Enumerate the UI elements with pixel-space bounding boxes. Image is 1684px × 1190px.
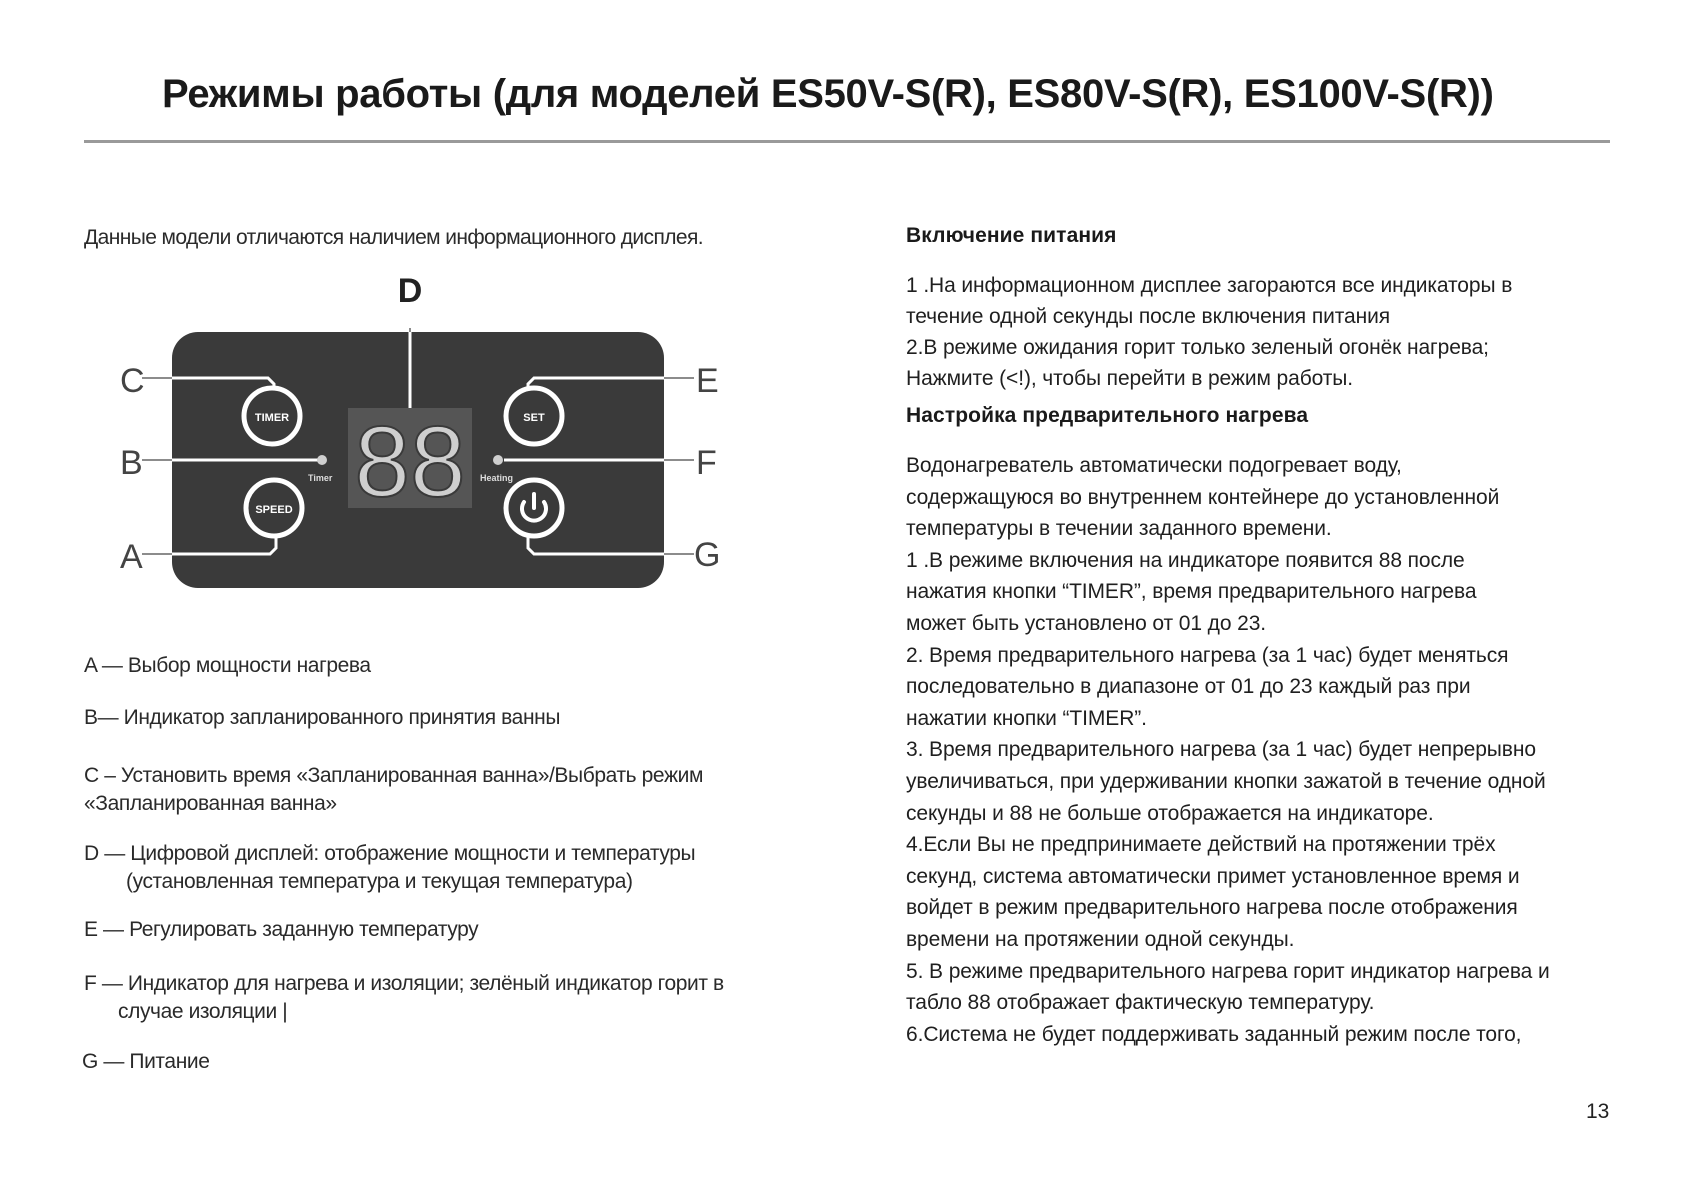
timer-button-label: TIMER (254, 412, 290, 424)
legend-item-d: D — Цифровой дисплей: отображение мощности и температуры (84, 842, 696, 865)
speed-button-label: SPEED (255, 504, 293, 516)
preheat-line: секунд, система автоматически примет установленное время и (906, 864, 1520, 888)
set-button-label: SET (523, 412, 545, 424)
preheat-line: последовательно в диапазоне от 01 до 23 каждый раз при (906, 675, 1471, 699)
preheat-line: температуры в течении заданного времени. (906, 517, 1332, 541)
callout-letter-b: B (120, 444, 143, 482)
callout-letter-a: A (120, 538, 143, 576)
speed-button (246, 480, 302, 536)
power-heading: Включение питания (906, 224, 1117, 247)
preheat-line: секунды и 88 не больше отображается на индикаторе. (906, 801, 1434, 825)
preheat-line: 6.Система не будет поддерживать заданный режим после того, (906, 1022, 1522, 1046)
timer-indicator-label: Timer (308, 473, 333, 483)
set-button (506, 388, 562, 444)
legend-item-c: C – Установить время «Запланированная ванна»/Выбрать режим (84, 764, 703, 787)
callout-letter-e: E (696, 362, 719, 400)
preheat-line: 1 .В режиме включения на индикаторе появится 88 после (906, 548, 1465, 572)
power-line: течение одной секунды после включения питания (906, 305, 1390, 328)
preheat-line: Водонагреватель автоматически подогревает воду, (906, 454, 1402, 477)
heating-indicator-led (493, 455, 503, 465)
callout-letter-f: F (696, 444, 717, 482)
power-line: Нажмите (<!), чтобы перейти в режим работы. (906, 367, 1354, 390)
heating-indicator-label: Heating (480, 473, 514, 483)
intro-text: Данные модели отличаются наличием информационного дисплея. (84, 226, 703, 249)
callout-letter-c: C (120, 362, 145, 400)
preheat-line: 2. Время предварительного нагрева (за 1 час) будет меняться (906, 643, 1509, 667)
display-digits: 88 (354, 406, 466, 518)
legend-item-f-cont: случае изоляции | (118, 1000, 288, 1023)
preheat-line: 3. Время предварительного нагрева (за 1 час) будет непрерывно (906, 738, 1536, 762)
preheat-line: может быть установлено от 01 до 23. (906, 612, 1267, 635)
page-number: 13 (1586, 1100, 1610, 1123)
legend-item-b: B— Индикатор запланированного принятия ванны (84, 706, 561, 729)
power-line: 1 .На информационном дисплее загораются все индикаторы в (906, 274, 1513, 297)
legend-item-g: G — Питание (82, 1050, 210, 1073)
preheat-line: нажатия кнопки “TIMER”, время предварительного нагрева (906, 580, 1477, 604)
legend-item-c-cont: «Запланированная ванна» (84, 792, 337, 815)
preheat-line: 5. В режиме предварительного нагрева горит индикатор нагрева и (906, 959, 1550, 983)
page-title: Режимы работы (для моделей ES50V-S(R), ES80V-S(R), ES100V-S(R)) (162, 72, 1494, 116)
preheat-line: нажатии кнопки “TIMER”. (906, 706, 1147, 730)
preheat-line: содержащуюся во внутреннем контейнере до установленной (906, 485, 1500, 509)
timer-indicator-led (317, 455, 327, 465)
preheat-heading: Настройка предварительного нагрева (906, 404, 1309, 427)
power-line: 2.В режиме ожидания горит только зеленый огонёк нагрева; (906, 336, 1489, 359)
legend-item-d-cont: (установленная температура и текущая температура) (126, 870, 633, 893)
timer-button (244, 388, 300, 444)
legend-item-e: E — Регулировать заданную температуру (84, 918, 479, 941)
preheat-line: увеличиваться, при удерживании кнопки зажатой в течение одной (906, 770, 1546, 793)
power-button (506, 480, 562, 536)
control-panel-diagram (110, 270, 730, 595)
title-divider (84, 140, 1610, 143)
legend-item-f: F — Индикатор для нагрева и изоляции; зелёный индикатор горит в (84, 972, 724, 995)
preheat-line: табло 88 отображает фактическую температуру. (906, 991, 1375, 1015)
preheat-line: войдет в режим предварительного нагрева после отображения (906, 896, 1518, 920)
callout-letter-d: D (397, 272, 423, 310)
legend-item-a: A — Выбор мощности нагрева (84, 654, 371, 677)
callout-letter-g: G (694, 536, 721, 574)
preheat-line: 4.Если Вы не предпринимаете действий на протяжении трёх (906, 833, 1496, 857)
preheat-line: времени на протяжении одной секунды. (906, 928, 1295, 951)
